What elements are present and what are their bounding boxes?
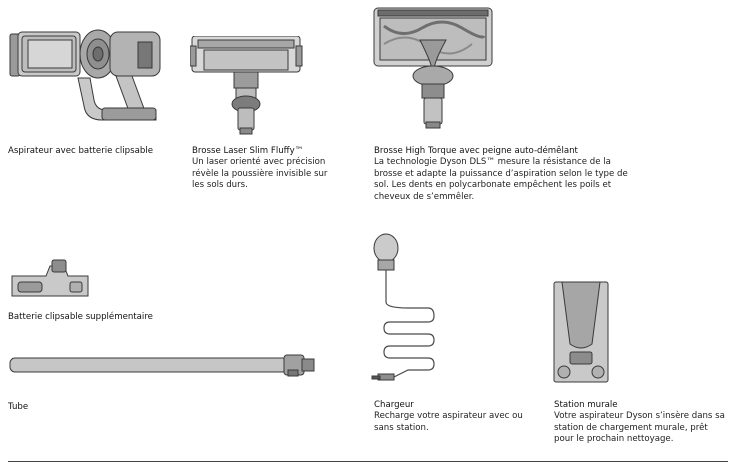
item-high-torque-brush-title: Brosse High Torque avec peigne auto-démêlant [374,146,578,156]
item-charger [374,400,524,434]
item-charger-desc: Recharge votre aspirateur avec ou sans station. [374,411,523,433]
wall-station-illustration [552,280,612,386]
item-tube [8,402,28,413]
vacuum-illustration [6,26,166,128]
laser-brush-illustration [190,36,306,136]
bottom-divider [8,461,728,462]
item-wall-station-title: Station murale [554,400,618,410]
tube-illustration [8,352,318,380]
item-tube-title: Tube [8,402,29,412]
item-vacuum [8,146,153,157]
high-torque-brush-illustration [372,6,494,130]
item-battery-title: Batterie clipsable supplémentaire [8,312,153,322]
item-laser-brush-desc: Un laser orienté avec précision révèle la poussière invisible sur les sols durs. [192,157,328,191]
item-wall-station [554,400,730,446]
item-high-torque-brush [374,146,636,203]
item-laser-brush [192,146,342,192]
battery-illustration [6,256,92,300]
item-laser-brush-title: Brosse Laser Slim Fluffy™ [192,146,304,156]
item-charger-title: Chargeur [374,400,414,410]
charger-illustration [368,232,458,390]
item-battery [8,312,153,323]
item-wall-station-desc: Votre aspirateur Dyson s’insère dans sa station de chargement murale, prêt pour le prochain nettoyage. [554,411,725,445]
item-vacuum-title: Aspirateur avec batterie clipsable [8,146,153,156]
item-high-torque-brush-desc: La technologie Dyson DLS™ mesure la résistance de la brosse et adapte la puissance d’aspiration selon le type de sol. Les dents en polycarbonate empêchent les poils et cheveux de s’emmêler. [374,157,628,202]
